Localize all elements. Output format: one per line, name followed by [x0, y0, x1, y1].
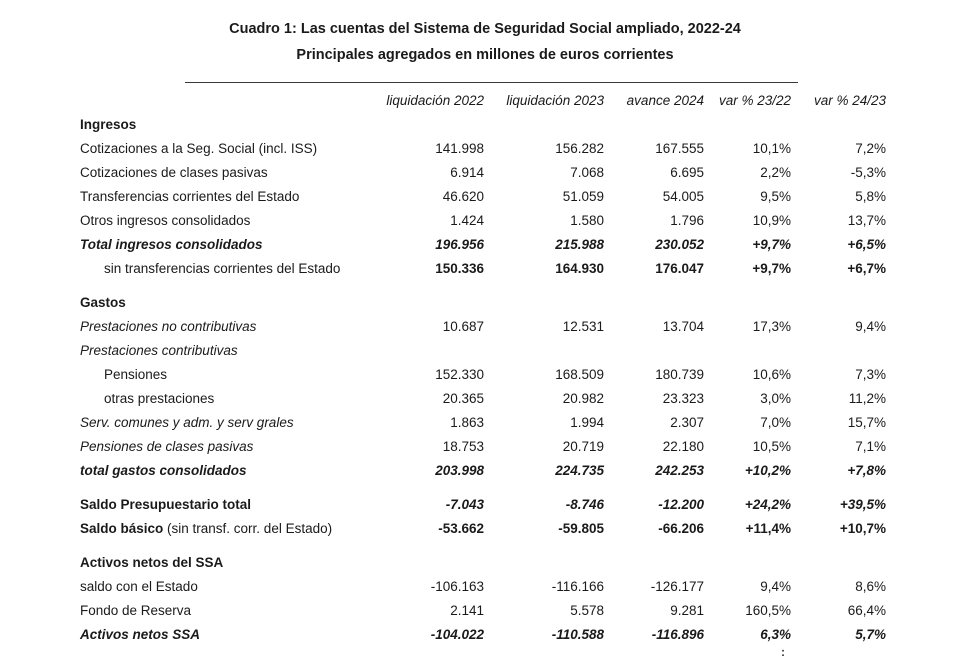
row-value: +9,7% [752, 261, 791, 276]
row-value: -12.200 [658, 497, 704, 512]
row-label [80, 493, 365, 517]
row-label [80, 339, 365, 363]
table-row [80, 161, 886, 185]
row-label-text: Pensiones de clases pasivas [80, 439, 254, 454]
table-row [80, 137, 886, 161]
row-label-text: Ingresos [80, 117, 137, 132]
row-label [80, 435, 365, 459]
row-label-text: Fondo de Reserva [80, 603, 192, 618]
row-value: +7,8% [847, 463, 886, 478]
row-label-text: Serv. comunes y adm. y serv grales [80, 415, 294, 430]
row-value: -8.746 [565, 497, 604, 512]
row-label [80, 623, 365, 647]
row-value: -66.206 [658, 521, 704, 536]
table-row [80, 363, 886, 387]
column-header-liquidacion-2022: liquidación 2022 [386, 93, 484, 108]
row-value: 13,7% [847, 213, 886, 228]
row-value: 7,2% [855, 141, 886, 156]
row-value: 10.687 [442, 319, 484, 334]
row-label-text: Saldo Presupuestario total [80, 497, 252, 512]
row-value: 18.753 [442, 439, 484, 454]
column-header-liquidacion-2023: liquidación 2023 [506, 93, 604, 108]
row-value: -106.163 [430, 579, 484, 594]
row-value: 141.998 [435, 141, 484, 156]
table-subtitle: Principales agregados en millones de euros corrientes [296, 47, 674, 63]
row-value: 196.956 [435, 237, 484, 252]
row-value: +10,7% [839, 521, 886, 536]
row-value: -110.588 [551, 627, 604, 642]
table-row [80, 435, 886, 459]
row-value: 51.059 [562, 189, 604, 204]
row-value: 1.863 [450, 415, 484, 430]
row-value: 167.555 [655, 141, 704, 156]
row-value: -7.043 [445, 497, 484, 512]
row-value: 54.005 [662, 189, 704, 204]
row-value: -126.177 [650, 579, 704, 594]
row-value: 7,3% [855, 367, 886, 382]
row-label-text: Prestaciones contributivas [80, 343, 238, 358]
table-row [80, 339, 886, 363]
row-value: 15,7% [847, 415, 886, 430]
row-value: 13.704 [662, 319, 704, 334]
row-value: 230.052 [655, 237, 704, 252]
row-label-text: Total ingresos consolidados [80, 237, 263, 252]
row-value: 10,9% [752, 213, 791, 228]
row-value: +6,7% [847, 261, 886, 276]
row-label-text: Cotizaciones a la Seg. Social (incl. ISS) [80, 141, 318, 156]
row-value: 5,7% [855, 627, 886, 642]
row-label-text: Activos netos SSA [80, 627, 201, 642]
table-row [80, 387, 886, 411]
table-row [80, 459, 886, 483]
row-value: 164.930 [555, 261, 604, 276]
row-value: 7,0% [760, 415, 791, 430]
data-table [80, 89, 886, 647]
row-value: 7,1% [855, 439, 886, 454]
row-value: 12.531 [562, 319, 604, 334]
row-value: 1.424 [450, 213, 484, 228]
row-label [80, 209, 365, 233]
row-label [80, 113, 365, 137]
row-value: 156.282 [555, 141, 604, 156]
row-value: 242.253 [655, 463, 704, 478]
row-label [80, 363, 365, 387]
row-value: 152.330 [435, 367, 484, 382]
row-label-text: Gastos [80, 295, 126, 310]
row-value: 2.141 [450, 603, 484, 618]
table-header-row [80, 89, 886, 113]
row-label-text: Activos netos del SSA [80, 555, 224, 570]
row-value: 6.695 [670, 165, 704, 180]
row-label [80, 387, 365, 411]
row-value: 9.281 [670, 603, 704, 618]
row-label [80, 291, 365, 315]
row-value: 203.998 [435, 463, 484, 478]
row-value: 5,8% [855, 189, 886, 204]
table-row [80, 575, 886, 599]
row-value: 3,0% [760, 391, 791, 406]
row-value: 9,4% [760, 579, 791, 594]
row-value: 10,5% [752, 439, 791, 454]
horizontal-rule [185, 82, 798, 83]
row-value: 17,3% [752, 319, 791, 334]
row-value: 8,6% [855, 579, 886, 594]
row-label [80, 315, 365, 339]
row-value: 1.994 [570, 415, 604, 430]
row-value: +11,4% [745, 521, 791, 536]
table-row [80, 315, 886, 339]
row-label-text: Transferencias corrientes del Estado [80, 189, 300, 204]
row-value: 22.180 [662, 439, 704, 454]
row-label [80, 161, 365, 185]
table-row [80, 599, 886, 623]
table-row [80, 291, 886, 315]
row-value: 2,2% [760, 165, 791, 180]
row-value: 150.336 [435, 261, 484, 276]
row-value: 2.307 [670, 415, 704, 430]
row-label [80, 233, 365, 257]
row-value: 6.914 [450, 165, 484, 180]
row-label [80, 459, 365, 483]
row-label-text: Prestaciones no contributivas [80, 319, 257, 334]
row-value: -104.022 [430, 627, 484, 642]
table-row [80, 493, 886, 517]
row-value: 46.620 [442, 189, 484, 204]
row-value: 168.509 [555, 367, 604, 382]
row-label-text: Cotizaciones de clases pasivas [80, 165, 268, 180]
row-value: +10,2% [744, 463, 791, 478]
column-header-avance-2024: avance 2024 [626, 93, 704, 108]
row-label [80, 517, 365, 541]
column-header-var-24-23: var % 24/23 [813, 93, 886, 108]
row-value: 66,4% [847, 603, 886, 618]
row-value: -116.896 [651, 627, 704, 642]
row-label-text: saldo con el Estado [80, 579, 198, 594]
row-value: 1.580 [570, 213, 604, 228]
row-value: 20.982 [562, 391, 604, 406]
table-row [80, 411, 886, 435]
row-value: +24,2% [744, 497, 791, 512]
row-label-text: Saldo básico [80, 521, 164, 536]
row-value: 9,5% [760, 189, 791, 204]
table-row [80, 551, 886, 575]
cutoff-text-fragment: : [781, 645, 785, 659]
row-value: +9,7% [752, 237, 791, 252]
row-label [80, 257, 365, 281]
row-value: -59.805 [558, 521, 604, 536]
row-value: 160,5% [745, 603, 791, 618]
row-label-text: Otros ingresos consolidados [80, 213, 251, 228]
table-row [80, 185, 886, 209]
table-row [80, 257, 886, 281]
row-value: -116.166 [551, 579, 604, 594]
row-value: 9,4% [855, 319, 886, 334]
table-row [80, 209, 886, 233]
row-label [80, 185, 365, 209]
row-value: 7.068 [570, 165, 604, 180]
row-value: 1.796 [670, 213, 704, 228]
row-label-suffix: (sin transf. corr. del Estado) [163, 521, 333, 536]
table-body [80, 113, 886, 647]
row-value: 176.047 [655, 261, 704, 276]
row-label-text: Pensiones [104, 367, 168, 382]
row-value: 20.365 [442, 391, 484, 406]
row-value: 11,2% [848, 391, 886, 406]
row-value: -5,3% [850, 165, 886, 180]
row-value: 224.735 [555, 463, 604, 478]
row-label-text: sin transferencias corrientes del Estado [104, 261, 341, 276]
table-title: Cuadro 1: Las cuentas del Sistema de Seguridad Social ampliado, 2022-24 [229, 21, 741, 37]
row-value: 180.739 [655, 367, 704, 382]
table-row [80, 233, 886, 257]
row-label-text: otras prestaciones [104, 391, 215, 406]
row-value: 23.323 [662, 391, 704, 406]
row-label-text: total gastos consolidados [80, 463, 247, 478]
row-label [80, 551, 365, 575]
row-label [80, 411, 365, 435]
table-row [80, 113, 886, 137]
row-value: 215.988 [555, 237, 604, 252]
row-value: 10,1% [752, 141, 791, 156]
row-label [80, 575, 365, 599]
row-value: -53.662 [438, 521, 484, 536]
row-value: 20.719 [562, 439, 604, 454]
row-label [80, 137, 365, 161]
table-row [80, 623, 886, 647]
table-row [80, 517, 886, 541]
row-value: +39,5% [839, 497, 886, 512]
column-header-var-23-22: var % 23/22 [718, 93, 791, 108]
row-value: 10,6% [752, 367, 791, 382]
row-label [80, 599, 365, 623]
row-value: 5.578 [570, 603, 604, 618]
row-value: 6,3% [760, 627, 791, 642]
row-value: +6,5% [847, 237, 886, 252]
